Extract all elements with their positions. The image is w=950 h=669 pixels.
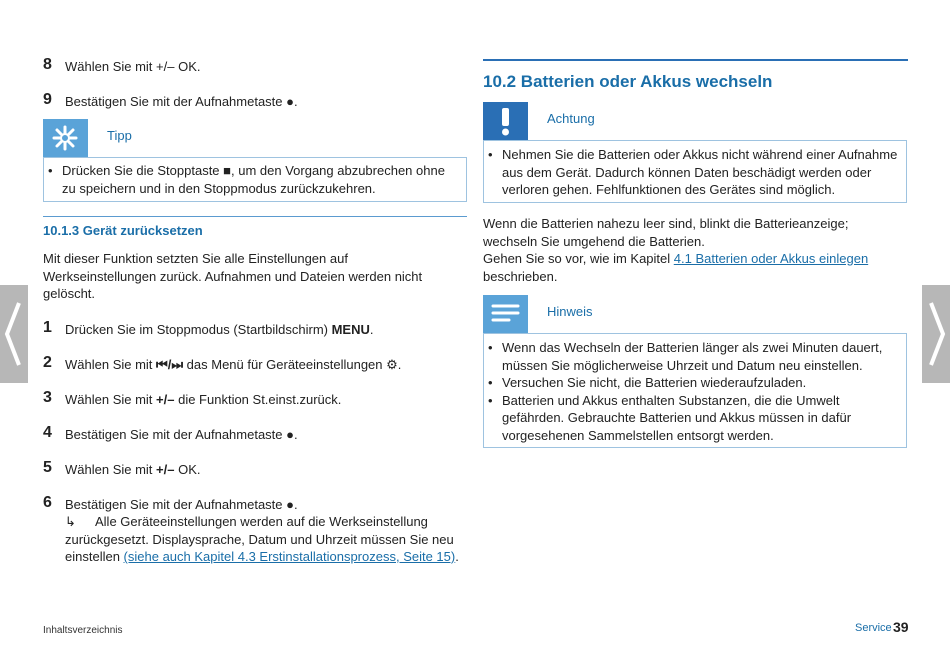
step-number: 4 (43, 424, 52, 441)
step-text-pre: Drücken Sie im Stoppmodus (Startbildschirm) (65, 322, 332, 337)
step-number: 1 (43, 319, 52, 336)
result-text: Alle Geräteeinstellungen werden auf die Werkseinstellung zurückgesetzt. Displaysprache, Datum und Uhrzeit müssen Sie neu einstellen (65, 514, 454, 564)
step-text (65, 356, 468, 373)
step-text (65, 496, 468, 513)
step-4 (43, 426, 468, 443)
bullet-item: • Wenn das Wechseln der Batterien länger als zwei Minuten dauert, müssen Sie möglicherweise Uhrzeit und Datum neu einstellen. (484, 339, 900, 374)
note-icon (483, 295, 528, 333)
section-heading-right: 10.2 Batterien oder Akkus wechseln (483, 72, 773, 91)
step-text (65, 426, 468, 443)
tip-box (43, 157, 467, 202)
step-number: 5 (43, 459, 52, 476)
step-1 (43, 321, 468, 338)
insert-batteries-link[interactable]: 4.1 Batterien oder Akkus einlegen (673, 251, 869, 266)
section-divider (43, 216, 467, 217)
step-text-pre: Bestätigen Sie mit der Aufnahmetaste ●. (65, 497, 298, 512)
bullet-item: • Nehmen Sie die Batterien oder Akkus nicht während einer Aufnahme aus dem Gerät. Dadurch können Daten beschädigt werden oder verloren gehen. Fehlfunktionen des Gerätes sind möglich. (484, 146, 900, 199)
step-9 (43, 93, 468, 110)
footer-section: Service (855, 622, 892, 634)
step-number: 9 (43, 91, 52, 108)
bullet-item: • Drücken Sie die Stopptaste ■, um den Vorgang abzubrechen ohne zu speichern und in den Stoppmodus zurückzukehren. (44, 162, 460, 197)
section-intro: Mit dieser Funktion setzten Sie alle Einstellungen auf Werkseinstellungen zurück. Aufnahmen und Dateien werden nicht gelöscht. (43, 251, 423, 301)
step-text-post: OK. (174, 462, 201, 477)
warning-box (483, 140, 907, 203)
step-text: Bestätigen Sie mit der Aufnahmetaste ●. (65, 94, 298, 109)
step-text-post: die Funktion St.einst.zurück. (174, 392, 342, 407)
step-number: 8 (43, 56, 52, 73)
key-label: ⏮/⏭ (156, 357, 184, 372)
step-6 (43, 496, 468, 513)
bullet-item: • Batterien und Akkus enthalten Substanzen, die die Umwelt gefährden. Gebrauchte Batterien und Akkus müssen in dafür vorgesehenen Sammelstellen entsorgt werden. (484, 392, 900, 445)
step-text-pre: Wählen Sie mit (65, 462, 157, 477)
next-page-button[interactable] (922, 285, 950, 383)
prev-page-button[interactable] (0, 285, 28, 383)
page-number: 39 (893, 619, 909, 635)
heading-rule (483, 59, 908, 61)
warning-title: Achtung (547, 111, 595, 126)
step-text-post: das Menü für Geräteeinstellungen ⚙. (183, 357, 402, 372)
bullet-item: • Versuchen Sie nicht, die Batterien wiederaufzuladen. (484, 374, 900, 392)
step-result (65, 513, 470, 566)
step-3 (43, 391, 468, 408)
step-text (65, 461, 468, 478)
footer-toc-link[interactable]: Inhaltsverzeichnis (43, 625, 123, 636)
battery-info: Wenn die Batterien nahezu leer sind, blinkt die Batterieanzeige; wechseln Sie umgehend die Batterien. (483, 216, 849, 249)
step-text-pre: Wählen Sie mit (65, 392, 157, 407)
instruction-end: beschrieben. (483, 268, 558, 284)
step-number: 6 (43, 494, 52, 511)
step-text-pre: Bestätigen Sie mit der Aufnahmetaste ●. (65, 427, 298, 442)
step-number: 3 (43, 389, 52, 406)
step-8 (43, 58, 468, 75)
tip-icon (43, 119, 88, 157)
step-text (65, 321, 468, 338)
chevron-left-icon (0, 285, 28, 383)
section-heading: 10.1.3 Gerät zurücksetzen (43, 223, 203, 238)
result-arrow: ↳ (65, 514, 76, 529)
step-text-pre: Wählen Sie mit (65, 357, 157, 372)
step-text (65, 391, 468, 408)
chapter-link[interactable]: (siehe auch Kapitel 4.3 Erstinstallationsprozess, Seite 15) (123, 549, 456, 564)
step-text: Wählen Sie mit +/– OK. (65, 59, 201, 74)
result-end: . (455, 549, 459, 564)
battery-instruction (483, 250, 903, 285)
chevron-right-icon (922, 285, 950, 383)
tip-title: Tipp (107, 128, 132, 143)
note-title: Hinweis (547, 304, 593, 319)
instruction-text: Gehen Sie so vor, wie im Kapitel (483, 251, 674, 266)
key-label: +/– (156, 392, 175, 407)
step-text-post: . (369, 322, 374, 337)
step-number: 2 (43, 354, 52, 371)
warning-icon (483, 102, 528, 140)
key-label: MENU (331, 322, 370, 337)
step-2 (43, 356, 468, 373)
step-5 (43, 461, 468, 478)
note-box (483, 333, 907, 448)
key-label: +/– (156, 462, 175, 477)
